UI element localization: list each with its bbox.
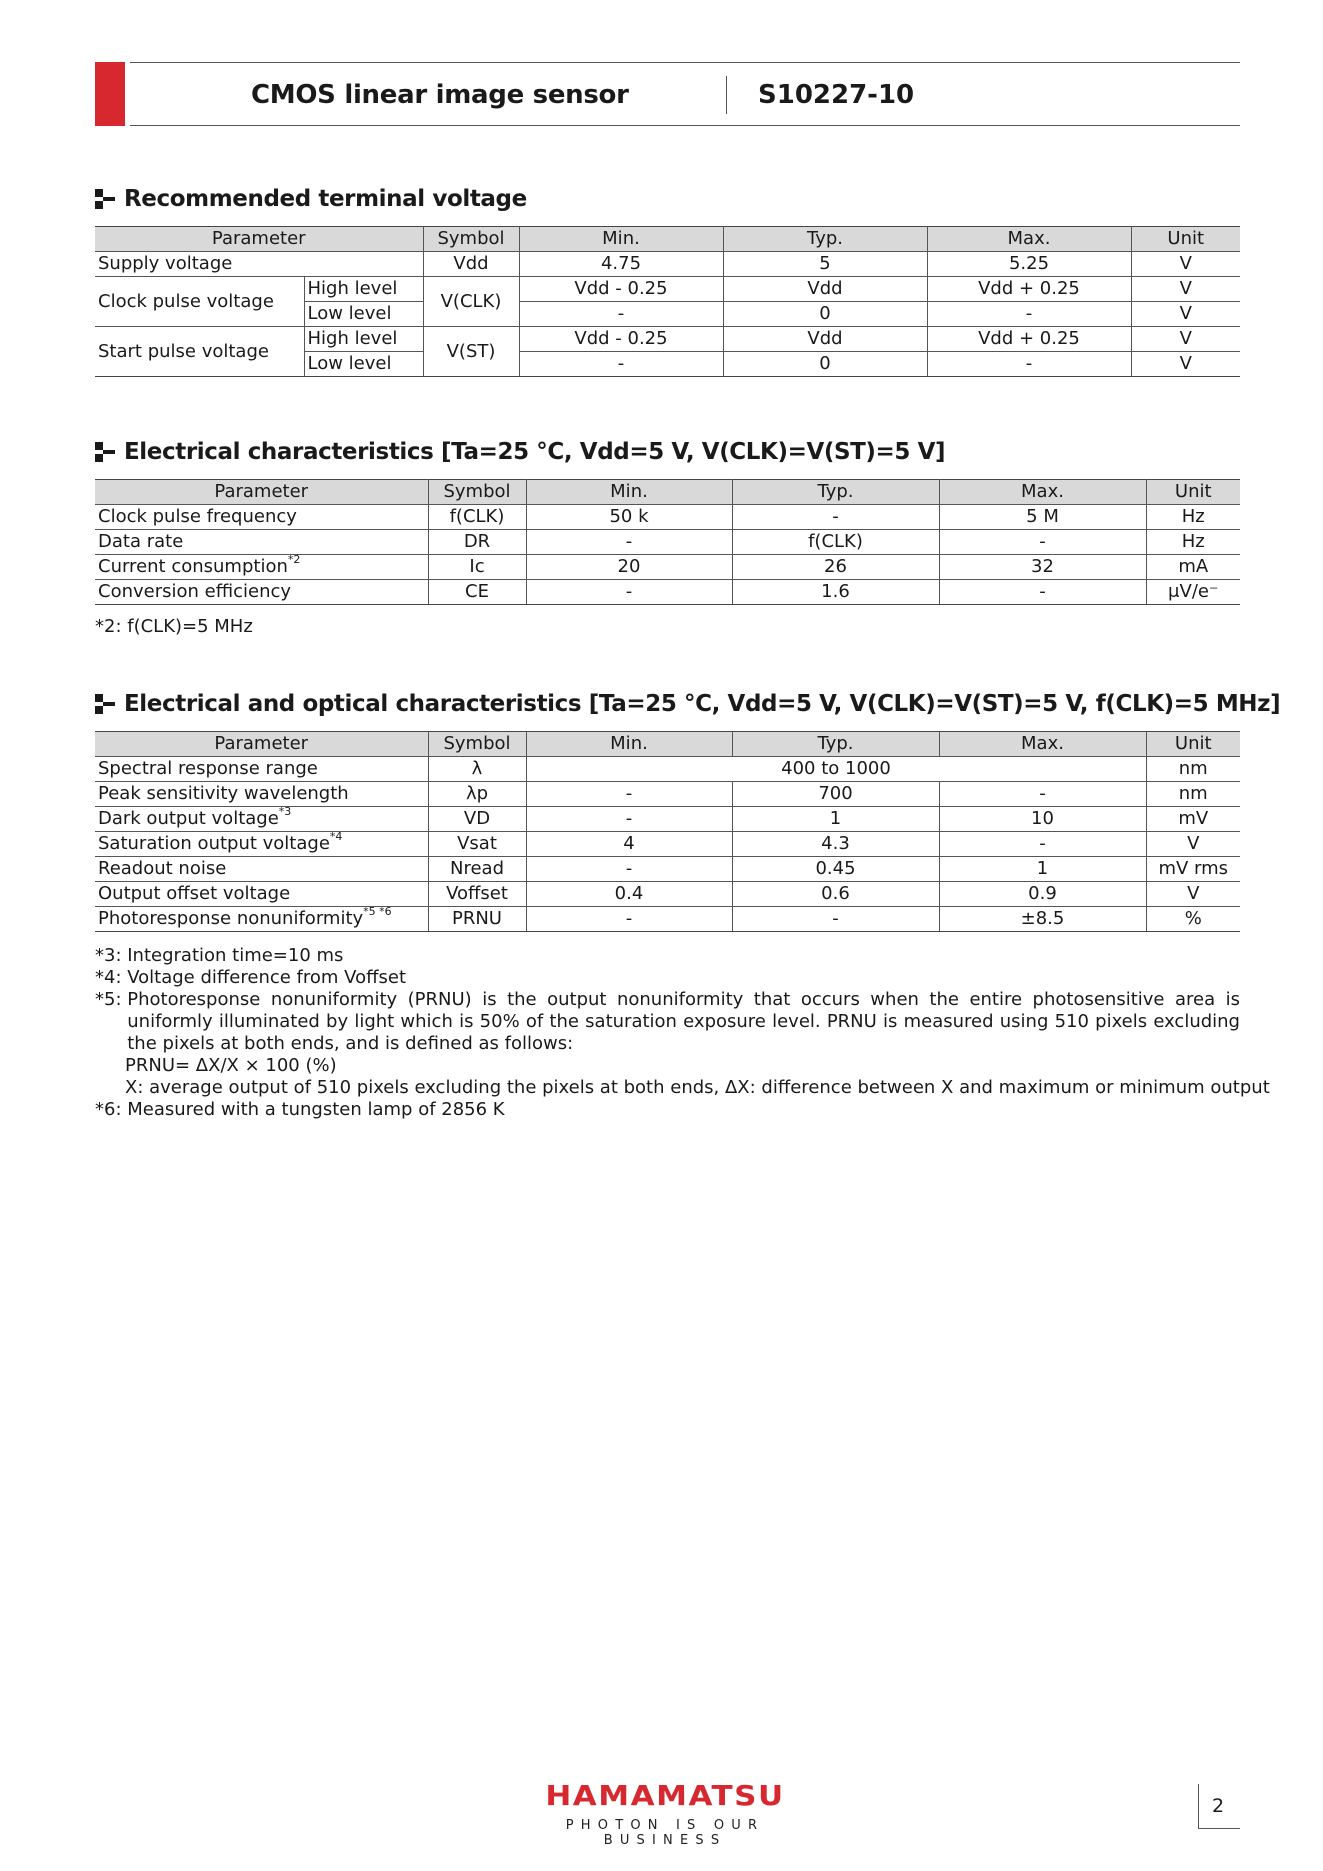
symbol-cell: λ [428,757,526,782]
param-cell [95,580,428,605]
param-cell [95,530,428,555]
table-row [95,277,1240,302]
header-bottom-rule [130,125,1240,126]
max-cell: - [939,832,1146,857]
col-min: Min. [526,480,732,505]
max-cell: Vdd + 0.25 [927,327,1131,352]
max-cell: 1 [939,857,1146,882]
symbol-cell: V(CLK) [423,277,519,327]
col-min: Min. [526,732,732,757]
unit-cell: Hz [1146,530,1240,555]
max-cell: 10 [939,807,1146,832]
max-cell: 5 M [939,505,1146,530]
param-label: Data rate [98,531,184,552]
document-title: CMOS linear image sensor [251,80,629,110]
max-cell: - [939,782,1146,807]
section-heading-optical [95,691,1280,717]
param-cell [95,907,428,932]
page-number-frame [1198,1784,1199,1828]
min-cell: - [526,782,732,807]
table-row [95,832,1240,857]
min-cell: 0.4 [526,882,732,907]
electrical-table [95,479,1240,605]
param-label: Conversion efficiency [98,581,292,602]
symbol-cell: Vdd [423,252,519,277]
min-cell: - [526,530,732,555]
param-label: Current consumption [98,556,288,577]
table-row [95,580,1240,605]
col-max: Max. [927,227,1131,252]
col-symbol: Symbol [423,227,519,252]
unit-cell: V [1131,277,1240,302]
param-label: Photoresponse nonuniformity [98,908,364,929]
param-label: Readout noise [98,858,227,879]
col-unit: Unit [1146,732,1240,757]
symbol-cell: Vsat [428,832,526,857]
param-cell: Start pulse voltage [95,327,304,377]
table-row [95,807,1240,832]
prnu-formula: PRNU= ΔX/X × 100 (%) [125,1055,337,1076]
footnote-ref: *3 [278,806,292,818]
unit-cell: mV [1146,807,1240,832]
table-header-row [95,480,1240,505]
max-cell: - [939,530,1146,555]
unit-cell: V [1131,352,1240,377]
typ-cell: 0 [723,302,927,327]
unit-cell: V [1131,252,1240,277]
prnu-definition: X: average output of 510 pixels excluding the pixels at both ends, ΔX: difference between X and maximum or minimum output [125,1077,1270,1098]
page-number: 2 [1212,1795,1225,1817]
max-cell: 32 [939,555,1146,580]
footnote-ref: *2 [287,554,301,566]
min-cell: - [526,907,732,932]
param-label: Dark output voltage [98,808,279,829]
header-separator [726,76,727,114]
footnote [95,989,1240,1055]
param-cell: Supply voltage [95,252,423,277]
max-cell: 5.25 [927,252,1131,277]
param-cell [95,505,428,530]
table-row [95,882,1240,907]
param-cell [95,857,428,882]
footnote: *2: f(CLK)=5 MHz [95,616,253,637]
col-parameter: Parameter [95,227,423,252]
terminal-voltage-table [95,226,1240,377]
typ-cell: 0.45 [732,857,939,882]
section-title: Recommended terminal voltage [124,186,527,212]
table-header-row [95,227,1240,252]
param-label: Peak sensitivity wavelength [98,783,349,804]
symbol-cell: Nread [428,857,526,882]
param-label: Output offset voltage [98,883,291,904]
footnote-ref: *5 *6 [363,906,392,918]
typ-cell: f(CLK) [732,530,939,555]
unit-cell: V [1146,832,1240,857]
symbol-cell: DR [428,530,526,555]
col-parameter: Parameter [95,480,428,505]
typ-cell: 700 [732,782,939,807]
level-cell: Low level [304,352,423,377]
table-header-row [95,732,1240,757]
unit-cell: μV/e⁻ [1146,580,1240,605]
section-bullet-icon [95,694,115,714]
table-row [95,782,1240,807]
logo-wordmark: HAMAMATSU [545,1779,785,1813]
unit-cell: V [1131,302,1240,327]
section3-notes [95,945,1270,1121]
symbol-cell: Voffset [428,882,526,907]
range-cell: 400 to 1000 [526,757,1146,782]
min-cell: Vdd - 0.25 [519,327,723,352]
table-row [95,252,1240,277]
footnote: *6: Measured with a tungsten lamp of 2856 K [95,1099,505,1120]
section2-notes [95,616,1240,638]
col-typ: Typ. [732,732,939,757]
typ-cell: 1 [732,807,939,832]
max-cell: Vdd + 0.25 [927,277,1131,302]
footnote-ref: *4 [329,831,343,843]
typ-cell: 0 [723,352,927,377]
level-cell: High level [304,327,423,352]
param-cell [95,882,428,907]
footnote-text: Photoresponse nonuniformity (PRNU) is the output nonuniformity that occurs when the entire photosensitive area is uniformly illuminated by light which is 50% of the saturation exposure level. PRNU is measured using 510 pixels excluding the pixels at both ends, and is defined as follows: [127,989,1240,1054]
unit-cell: Hz [1146,505,1240,530]
typ-cell: Vdd [723,327,927,352]
param-cell [95,782,428,807]
section-title: Electrical characteristics [Ta=25 °C, Vdd=5 V, V(CLK)=V(ST)=5 V] [124,439,946,465]
min-cell: 4.75 [519,252,723,277]
max-cell: 0.9 [939,882,1146,907]
table-row [95,857,1240,882]
col-max: Max. [939,480,1146,505]
header-accent-bar [95,62,125,126]
col-symbol: Symbol [428,732,526,757]
unit-cell: mV rms [1146,857,1240,882]
min-cell: - [526,857,732,882]
table-row [95,505,1240,530]
symbol-cell: PRNU [428,907,526,932]
col-symbol: Symbol [428,480,526,505]
section-bullet-icon [95,189,115,209]
typ-cell: 1.6 [732,580,939,605]
page-number-frame [1198,1828,1240,1829]
min-cell: - [519,302,723,327]
max-cell: - [927,352,1131,377]
symbol-cell: Ic [428,555,526,580]
unit-cell: % [1146,907,1240,932]
typ-cell: - [732,907,939,932]
col-typ: Typ. [723,227,927,252]
typ-cell: 5 [723,252,927,277]
section-heading-terminal-voltage [95,186,527,212]
col-max: Max. [939,732,1146,757]
optical-table [95,731,1240,932]
param-cell: Clock pulse voltage [95,277,304,327]
level-cell: High level [304,277,423,302]
max-cell: - [927,302,1131,327]
footnote-key: *5: [95,989,128,1010]
param-label: Clock pulse frequency [98,506,297,527]
unit-cell: nm [1146,782,1240,807]
product-model: S10227-10 [758,80,915,110]
footnote: *3: Integration time=10 ms [95,945,344,966]
min-cell: 4 [526,832,732,857]
param-cell [95,555,428,580]
table-row [95,757,1240,782]
symbol-cell: f(CLK) [428,505,526,530]
param-cell [95,832,428,857]
col-unit: Unit [1146,480,1240,505]
col-parameter: Parameter [95,732,428,757]
unit-cell: V [1131,327,1240,352]
footnote: *4: Voltage difference from Voffset [95,967,407,988]
typ-cell: Vdd [723,277,927,302]
col-min: Min. [519,227,723,252]
param-label: Saturation output voltage [98,833,330,854]
symbol-cell: CE [428,580,526,605]
company-logo [505,1778,825,1848]
symbol-cell: V(ST) [423,327,519,377]
unit-cell: V [1146,882,1240,907]
typ-cell: - [732,505,939,530]
min-cell: - [519,352,723,377]
unit-cell: mA [1146,555,1240,580]
min-cell: 20 [526,555,732,580]
section-heading-electrical [95,439,945,465]
min-cell: - [526,580,732,605]
header-top-rule [130,62,1240,63]
table-row [95,907,1240,932]
level-cell: Low level [304,302,423,327]
min-cell: Vdd - 0.25 [519,277,723,302]
typ-cell: 4.3 [732,832,939,857]
min-cell: - [526,807,732,832]
param-cell [95,807,428,832]
section-bullet-icon [95,442,115,462]
min-cell: 50 k [526,505,732,530]
symbol-cell: λp [428,782,526,807]
unit-cell: nm [1146,757,1240,782]
logo-tagline: PHOTON IS OUR BUSINESS [565,1818,765,1848]
section-title: Electrical and optical characteristics [Ta=25 °C, Vdd=5 V, V(CLK)=V(ST)=5 V, f(CLK)=5 MHz] [124,691,1281,717]
max-cell: ±8.5 [939,907,1146,932]
typ-cell: 26 [732,555,939,580]
symbol-cell: VD [428,807,526,832]
col-typ: Typ. [732,480,939,505]
table-row [95,327,1240,352]
col-unit: Unit [1131,227,1240,252]
typ-cell: 0.6 [732,882,939,907]
table-row [95,530,1240,555]
param-cell: Spectral response range [95,757,428,782]
max-cell: - [939,580,1146,605]
table-row [95,555,1240,580]
